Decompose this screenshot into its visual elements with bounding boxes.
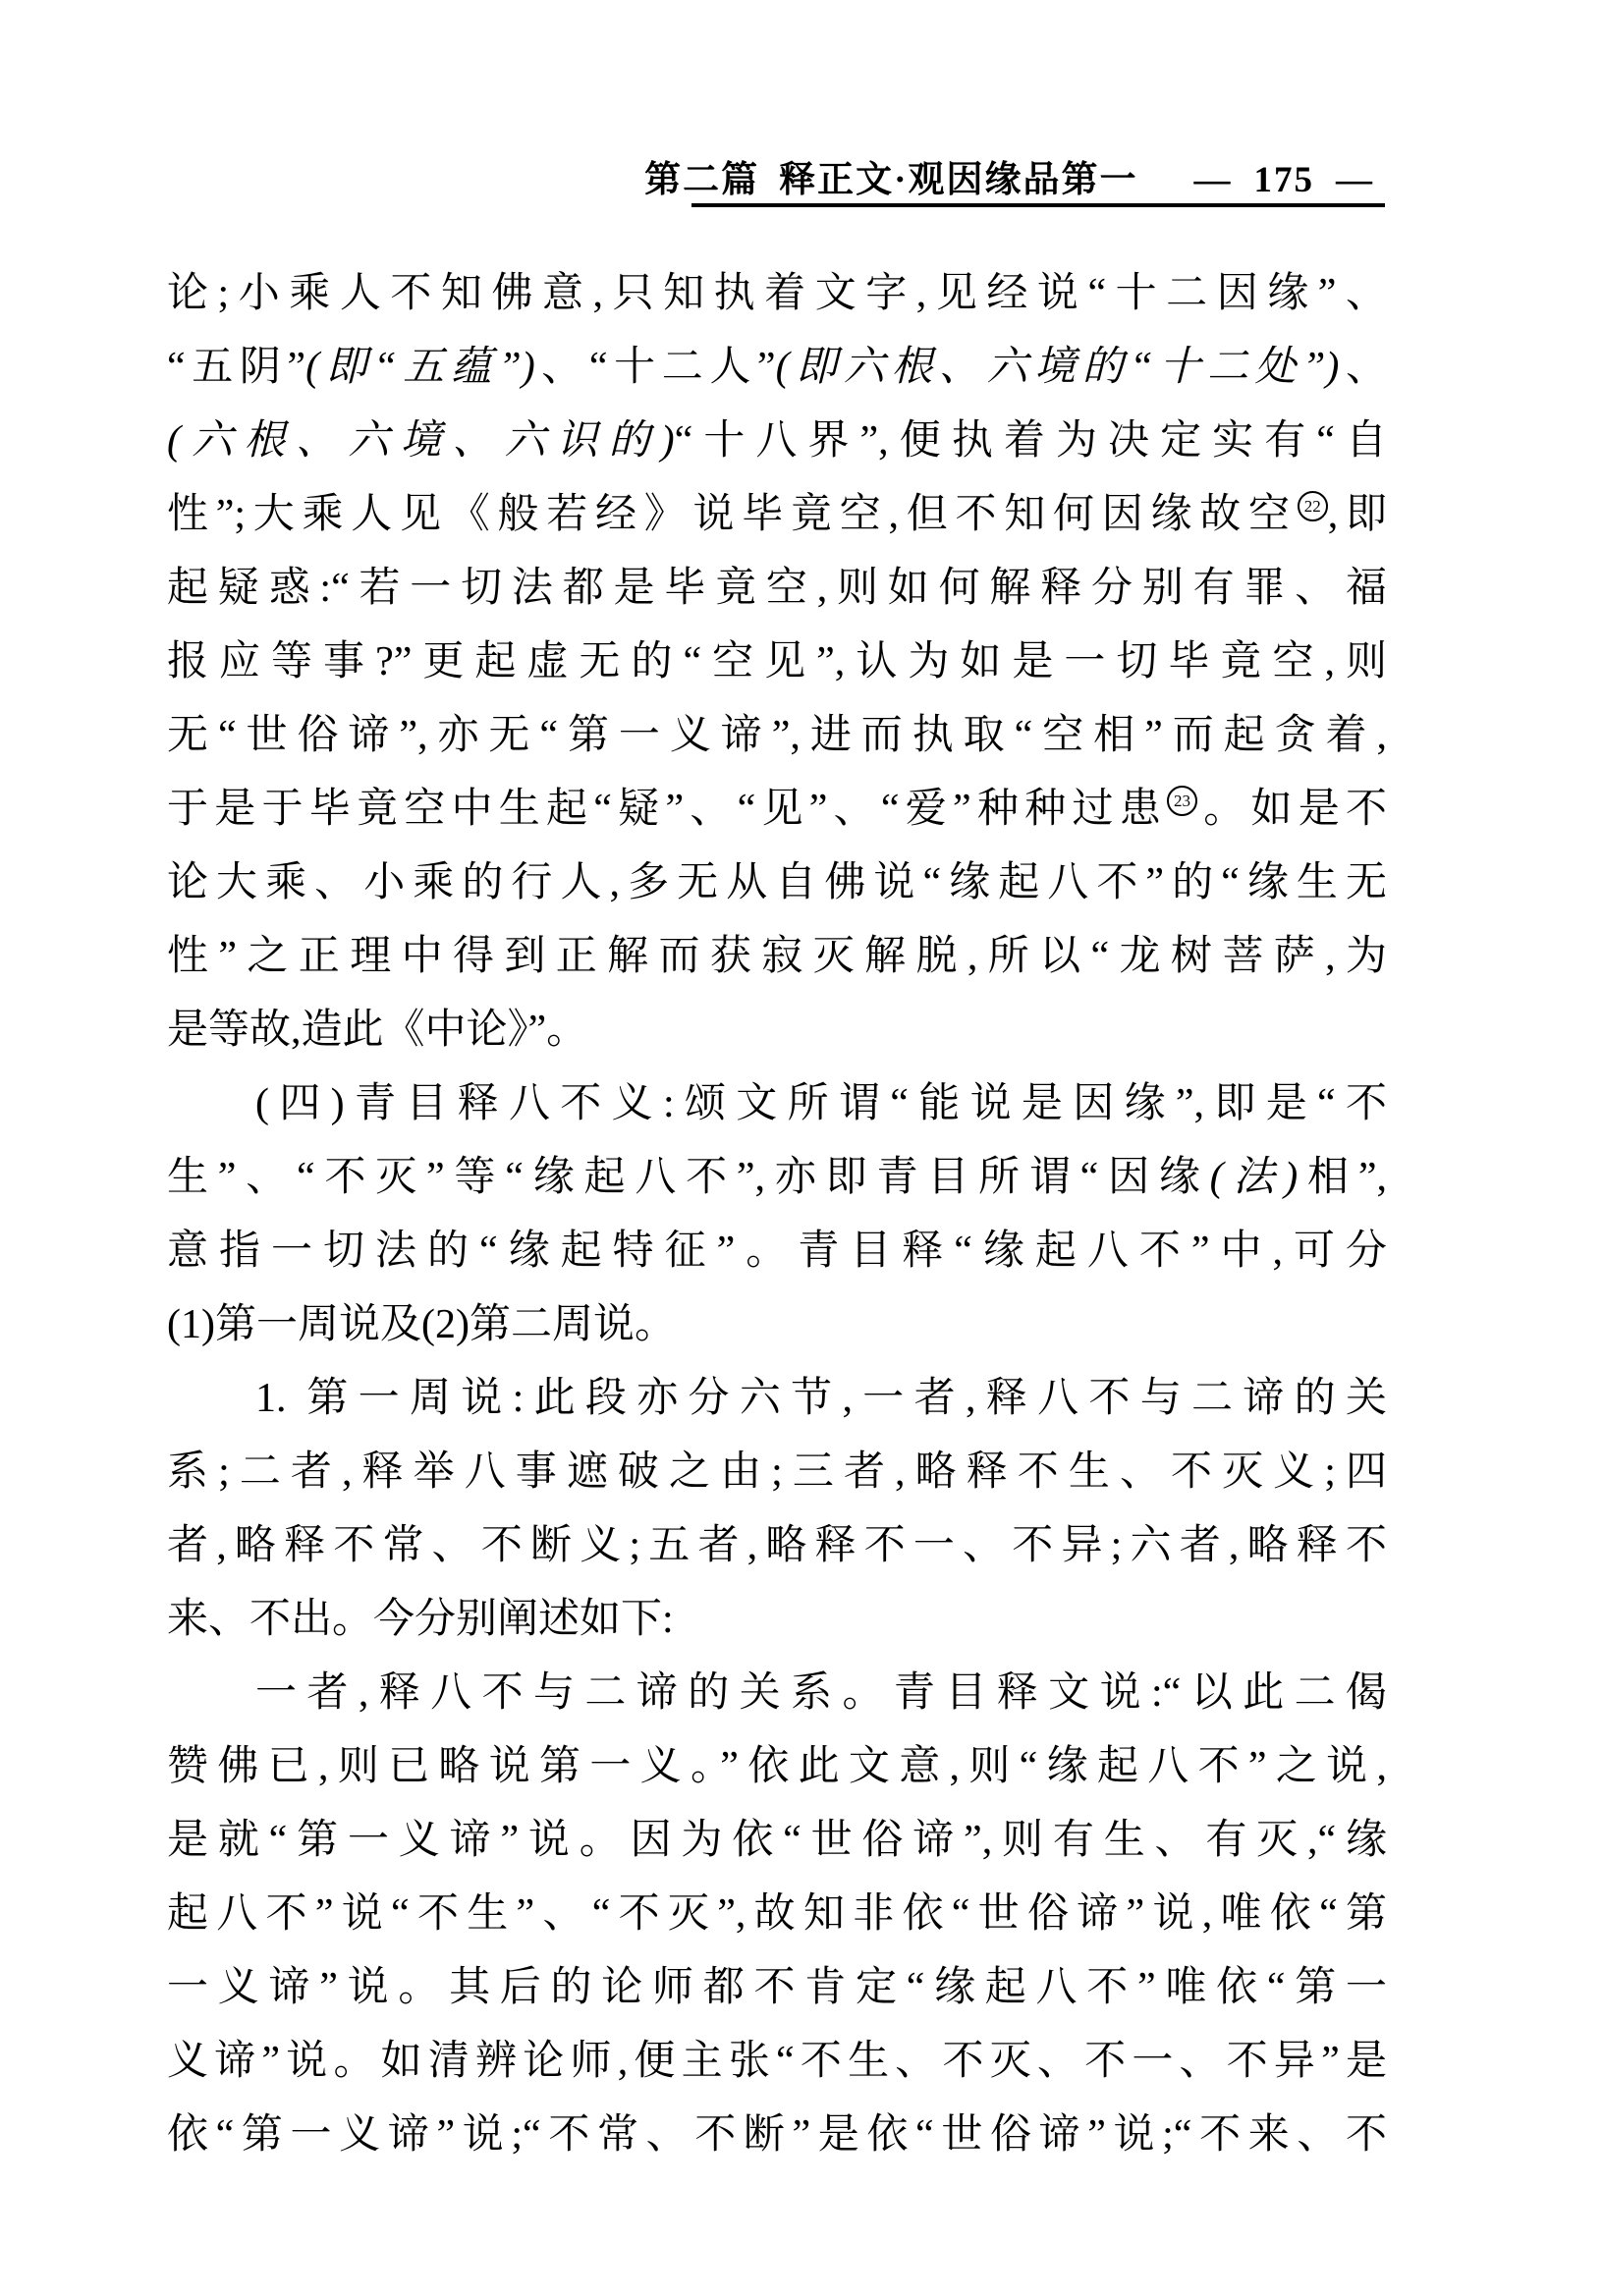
page-number-indicator — [1184, 159, 1386, 201]
footnote-marker: 22 — [1298, 491, 1328, 521]
text-line — [167, 478, 1387, 552]
text-segment: 是就“第一义谛”说。因为依“世俗谛”,则有生、有灭,“缘 — [167, 1818, 1387, 1863]
text-segment: 意指一切法的“缘起特征”。青目释“缘起八不”中,可分 — [167, 1229, 1387, 1274]
running-title-section: 第二篇 — [644, 160, 760, 200]
text-segment: 赞佛已,则已略说第一义。”依此文意,则“缘起八不”之说, — [167, 1744, 1387, 1789]
text-segment: 系;二者,释举八事遮破之由;三者,略释不生、不灭义;四 — [167, 1449, 1387, 1495]
text-segment: 义谛”说。如清辨论师,便主张“不生、不灭、不一、不异”是 — [167, 2039, 1387, 2084]
body-text — [167, 257, 1387, 2172]
text-line — [167, 847, 1387, 920]
text-segment: (1)第一周说及(2)第二周说。 — [167, 1302, 676, 1347]
text-segment: 于是于毕竟空中生起“疑”、“见”、“爱”种种过患 — [167, 787, 1167, 832]
text-line — [167, 1362, 1387, 1436]
text-segment: 来、不出。今分别阐述如下: — [167, 1597, 674, 1642]
text-segment: 一义谛”说。其后的论师都不肯定“缘起八不”唯依“第一 — [167, 1965, 1387, 2010]
page-number: 175 — [1253, 160, 1314, 200]
text-line — [167, 1730, 1387, 1804]
text-line — [167, 257, 1387, 331]
text-segment: (四)青目释八不义:颂文所谓“能说是因缘”,即是“不 — [255, 1081, 1387, 1126]
text-line — [167, 994, 1387, 1067]
text-line — [167, 1141, 1387, 1215]
text-segment: 论;小乘人不知佛意,只知执着文字,见经说“十二因缘”、 — [167, 271, 1387, 316]
running-title-chapter: 释正文·观因缘品第一 — [779, 160, 1138, 200]
text-line — [167, 773, 1387, 847]
text-segment: 依“第一义谛”说;“不常、不断”是依“世俗谛”说;“不来、不 — [167, 2112, 1387, 2158]
text-segment: 起疑惑:“若一切法都是毕竟空,则如何解释分别有罪、福 — [167, 566, 1387, 611]
text-segment: “十八界”,便执着为决定实有“自 — [674, 418, 1387, 464]
annotation-segment: (法) — [1209, 1155, 1299, 1200]
text-segment: 论大乘、小乘的行人,多无从自佛说“缘起八不”的“缘生无 — [167, 860, 1387, 905]
text-line — [167, 1288, 1387, 1362]
text-line — [167, 1878, 1387, 1951]
header-rule — [691, 203, 1385, 207]
text-line — [167, 405, 1387, 478]
text-line — [167, 626, 1387, 699]
text-line — [167, 1583, 1387, 1657]
text-line — [167, 331, 1387, 405]
text-line — [167, 1804, 1387, 1878]
text-line — [167, 1067, 1387, 1141]
text-segment: “五阴” — [167, 345, 306, 390]
text-line — [167, 699, 1387, 773]
text-segment: 、“十二人” — [534, 345, 776, 390]
annotation-segment: (六根、六境、六识的) — [167, 418, 675, 464]
annotation-segment: (即六根、六境的“十二处”) — [775, 345, 1340, 390]
text-line — [167, 1509, 1387, 1583]
text-segment: 、 — [1339, 345, 1387, 390]
text-segment: ,即 — [1327, 492, 1387, 537]
text-segment: 无“世俗谛”,亦无“第一义谛”,进而执取“空相”而起贪着, — [167, 713, 1387, 758]
text-segment: 生”、“不灭”等“缘起八不”,亦即青目所谓“因缘 — [167, 1155, 1210, 1200]
text-line — [167, 920, 1387, 994]
text-segment: 1. 第一周说:此段亦分六节,一者,释八不与二谛的关 — [255, 1376, 1387, 1421]
footnote-marker: 23 — [1167, 786, 1197, 816]
text-segment: 相”, — [1298, 1155, 1387, 1200]
text-line — [167, 1215, 1387, 1288]
text-segment: 是等故,造此《中论》”。 — [167, 1008, 588, 1053]
text-line — [167, 552, 1387, 626]
text-segment: 者,略释不常、不断义;五者,略释不一、不异;六者,略释不 — [167, 1523, 1387, 1568]
page-number-dash-right: — — [1336, 160, 1374, 200]
page-number-dash-left: — — [1193, 160, 1233, 200]
text-line — [167, 1657, 1387, 1730]
text-segment: 一者,释八不与二谛的关系。青目释文说:“以此二偈 — [255, 1670, 1387, 1716]
text-segment: 报应等事?”更起虚无的“空见”,认为如是一切毕竟空,则 — [167, 639, 1387, 684]
text-segment: 。如是不 — [1196, 787, 1387, 832]
text-line — [167, 1951, 1387, 2025]
text-segment: 性”;大乘人见《般若经》说毕竟空,但不知何因缘故空 — [167, 492, 1298, 537]
text-segment: 性”之正理中得到正解而获寂灭解脱,所以“龙树菩萨,为 — [167, 934, 1387, 979]
text-line — [167, 2099, 1387, 2172]
page-header — [644, 149, 1385, 202]
annotation-segment: (即“五蕴”) — [305, 345, 535, 390]
text-segment: 起八不”说“不生”、“不灭”,故知非依“世俗谛”说,唯依“第 — [167, 1891, 1387, 1937]
text-line — [167, 2025, 1387, 2099]
text-line — [167, 1436, 1387, 1509]
